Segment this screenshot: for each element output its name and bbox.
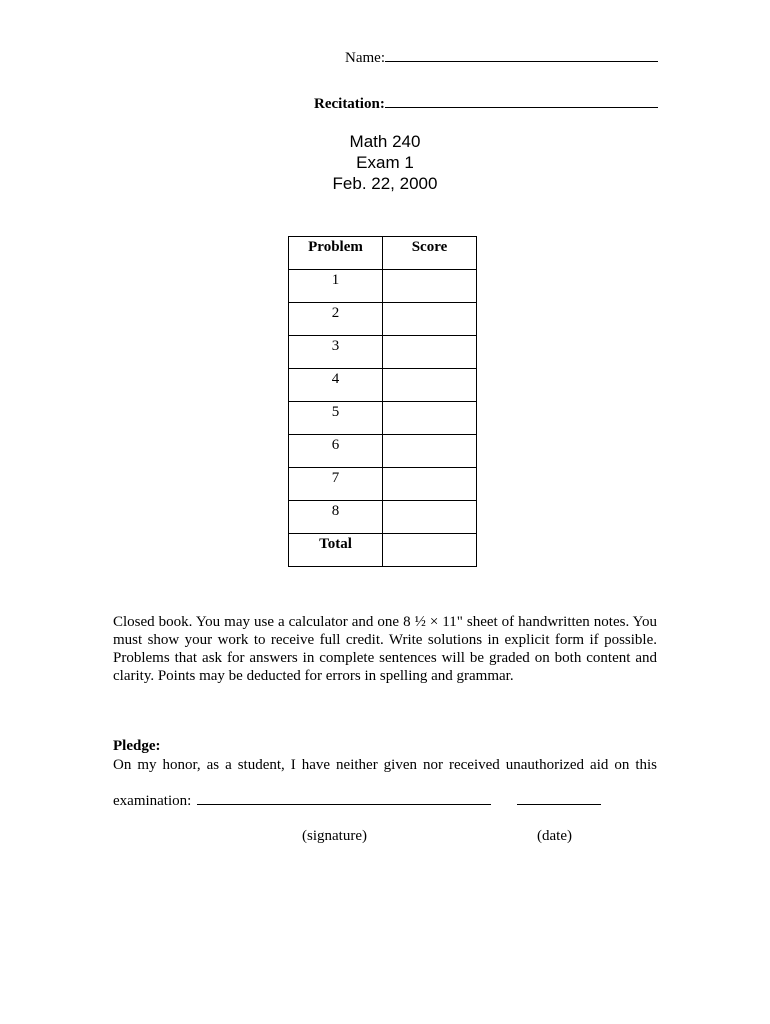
- date-blank[interactable]: [517, 792, 601, 805]
- score-table-header: [289, 237, 477, 270]
- total-score-cell[interactable]: [383, 534, 477, 567]
- problem-number: 7: [289, 468, 383, 501]
- score-cell[interactable]: [383, 270, 477, 303]
- problem-number: 5: [289, 402, 383, 435]
- recitation-label: Recitation:: [314, 96, 385, 112]
- signature-blank[interactable]: [197, 792, 491, 805]
- pledge-signature-line: [113, 792, 601, 810]
- pledge-title: Pledge:: [113, 738, 161, 754]
- pledge-text: On my honor, as a student, I have neither given nor received unauthorized aid on this: [113, 757, 657, 773]
- name-field[interactable]: [345, 47, 658, 67]
- table-row: [289, 303, 477, 336]
- recitation-field[interactable]: [314, 93, 658, 113]
- score-cell[interactable]: [383, 369, 477, 402]
- course-title: Math 240: [349, 132, 421, 151]
- problem-number: 4: [289, 369, 383, 402]
- table-row: [289, 402, 477, 435]
- examination-label: examination:: [113, 793, 192, 809]
- problem-number: 2: [289, 303, 383, 336]
- signature-label: (signature): [302, 828, 367, 844]
- problem-header: Problem: [289, 237, 383, 270]
- score-cell[interactable]: [383, 336, 477, 369]
- recitation-blank[interactable]: [385, 93, 658, 108]
- table-row: [289, 336, 477, 369]
- date-label: (date): [537, 828, 572, 844]
- table-row: [289, 468, 477, 501]
- name-blank[interactable]: [385, 47, 658, 62]
- total-row: [289, 534, 477, 567]
- score-table-body: [289, 270, 477, 567]
- table-row: [289, 369, 477, 402]
- table-row: [289, 501, 477, 534]
- exam-instructions: Closed book. You may use a calculator and one 8 ½ × 11" sheet of handwritten notes. You must show your work to receive full credit. Write solutions in explicit form if possible. Problems that ask for answers in complete sentences will be graded on both content and clarity. Points may be deducted for errors in spelling and grammar.: [113, 614, 657, 684]
- score-header: Score: [383, 237, 477, 270]
- problem-number: 3: [289, 336, 383, 369]
- score-cell[interactable]: [383, 435, 477, 468]
- score-cell[interactable]: [383, 303, 477, 336]
- exam-number: Exam 1: [356, 153, 414, 172]
- table-row: [289, 270, 477, 303]
- problem-number: 1: [289, 270, 383, 303]
- problem-number: 6: [289, 435, 383, 468]
- total-label: Total: [289, 534, 383, 567]
- table-row: [289, 435, 477, 468]
- problem-number: 8: [289, 501, 383, 534]
- name-label: Name:: [345, 50, 385, 66]
- score-table: [288, 236, 477, 567]
- score-cell[interactable]: [383, 468, 477, 501]
- exam-title: [0, 131, 770, 194]
- score-cell[interactable]: [383, 501, 477, 534]
- exam-date: Feb. 22, 2000: [332, 174, 438, 193]
- score-cell[interactable]: [383, 402, 477, 435]
